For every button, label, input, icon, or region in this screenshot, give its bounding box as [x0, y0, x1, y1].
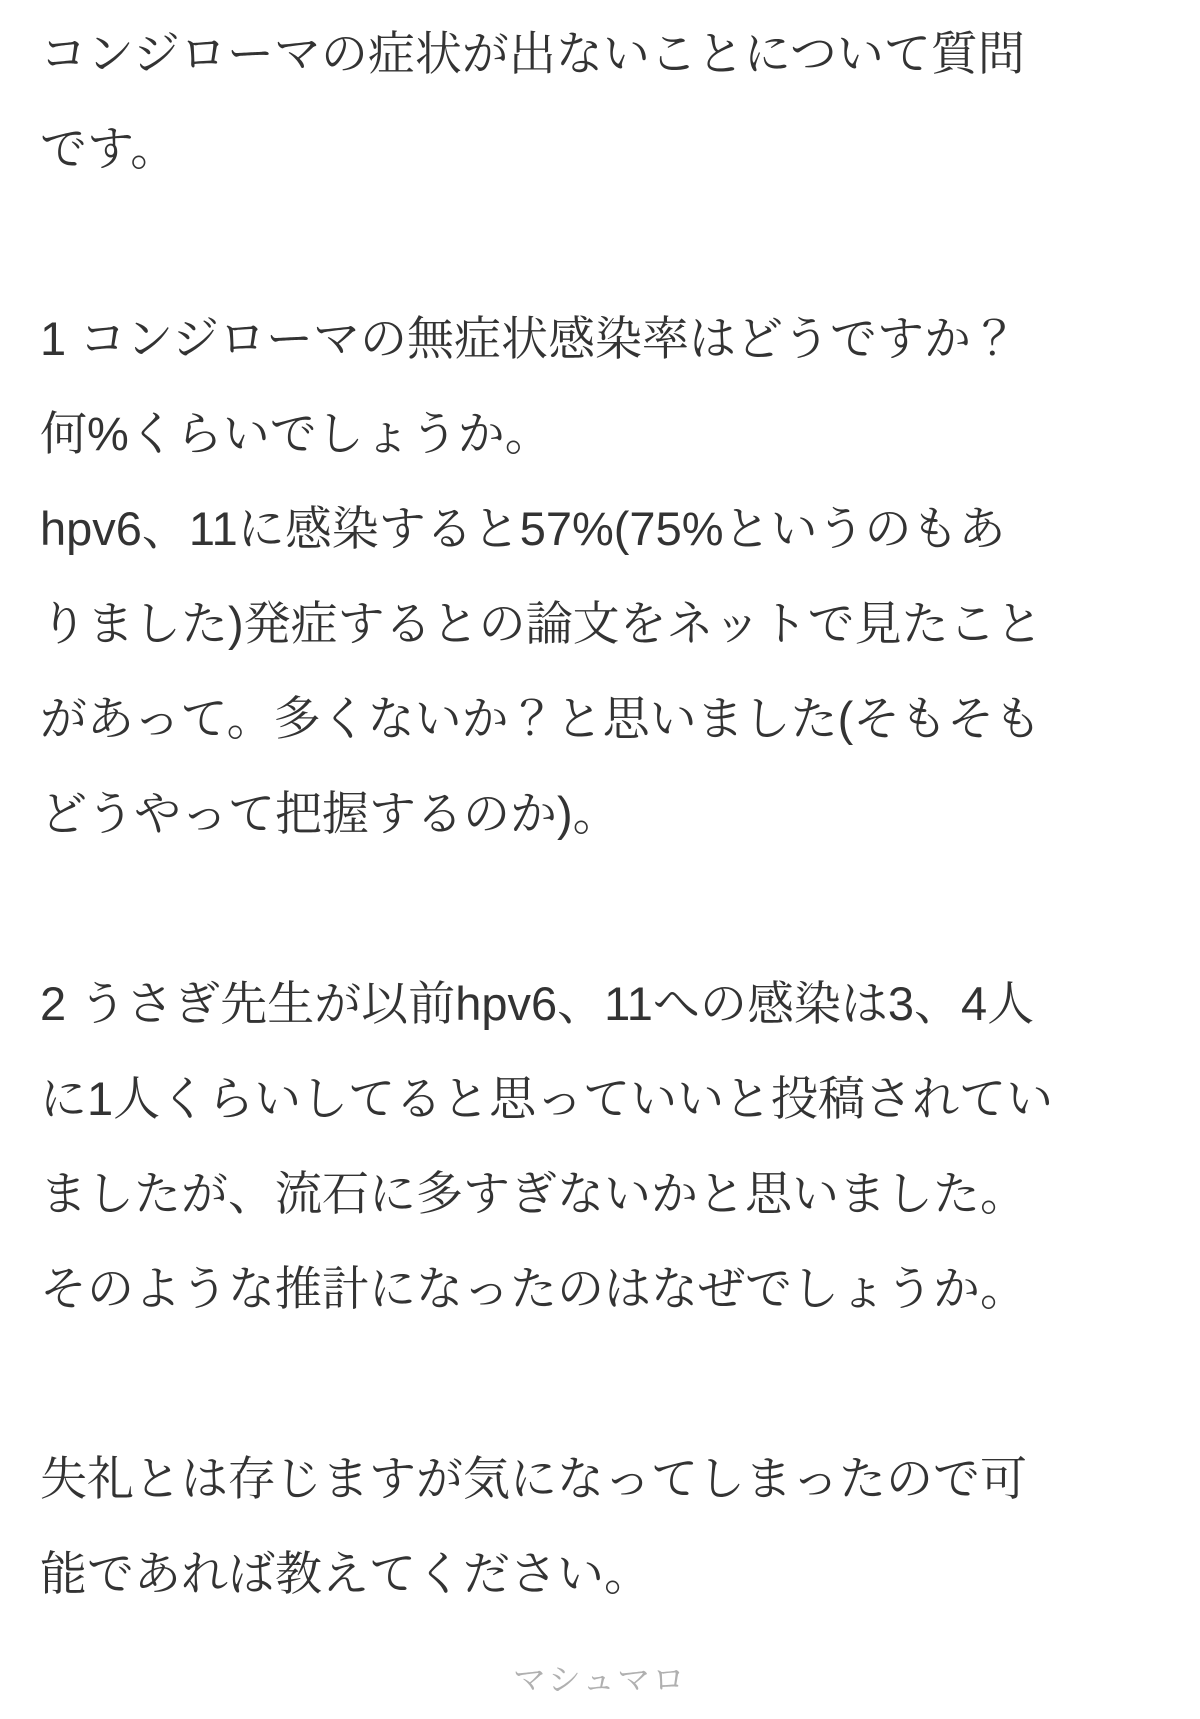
question-text-line: に1人くらいしてると思っていいと投稿されてい — [40, 1072, 1054, 1125]
question-text-line: そのような推計になったのはなぜでしょうか。 — [40, 1262, 1027, 1315]
paragraph-question-2 — [40, 956, 1160, 1336]
question-text-line: 能であれば教えてください。 — [40, 1547, 651, 1600]
question-text-line: hpv6、11に感染すると57%(75%というのもあ — [40, 502, 1006, 555]
question-text-line: があって。多くないか？と思いました(そもそも — [40, 692, 1042, 745]
paragraph-question-1 — [40, 291, 1160, 861]
question-text-line: どうやって把握するのか)。 — [40, 787, 620, 840]
question-text-line: です。 — [40, 122, 178, 175]
question-text-line: コンジローマの症状が出ないことについて質問 — [40, 27, 1025, 80]
question-text-line: ましたが、流石に多すぎないかと思いました。 — [40, 1167, 1027, 1220]
question-text-line: 1 コンジローマの無症状感染率はどうですか？ — [40, 312, 1019, 365]
footer — [0, 1660, 1200, 1700]
paragraph-closing — [40, 1431, 1160, 1621]
paragraph-intro — [40, 6, 1160, 196]
question-text-line: 何%くらいでしょうか。 — [40, 407, 552, 460]
question-text-line: りました)発症するとの論文をネットで見たこと — [40, 597, 1043, 650]
question-text-line: 2 うさぎ先生が以前hpv6、11への感染は3、4人 — [40, 977, 1035, 1030]
question-text-line: 失礼とは存じますが気になってしまったので可 — [40, 1452, 1027, 1505]
marshmallow-watermark: マシュマロ — [512, 1661, 688, 1698]
